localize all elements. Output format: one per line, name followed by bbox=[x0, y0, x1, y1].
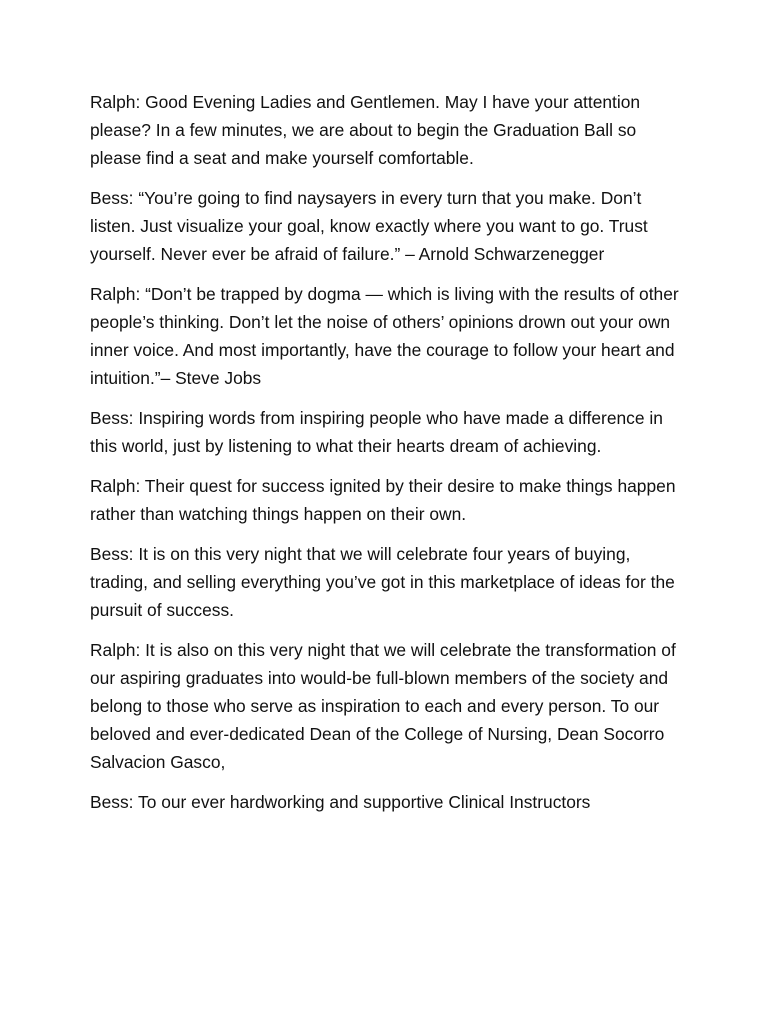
paragraph-bess-clinical-instructors: Bess: To our ever hardworking and supportive Clinical Instructors bbox=[90, 792, 591, 812]
paragraph-ralph-jobs-quote: Ralph: “Don’t be trapped by dogma — which is living with the results of other people’s thinking. Don’t let the noise of others’ opinions drown out your own inner voice. And most importantly, have the courage to follow your heart and intuition.”– Steve Jobs bbox=[90, 284, 679, 388]
paragraph-bess-schwarzenegger-quote: Bess: “You’re going to find naysayers in every turn that you make. Don’t listen. Just visualize your goal, know exactly where you want to go. Trust yourself. Never ever be afraid of failure.” – Arnold Schwarzenegger bbox=[90, 188, 648, 264]
paragraph-ralph-welcome: Ralph: Good Evening Ladies and Gentlemen. May I have your attention please? In a few minutes, we are about to begin the Graduation Ball so please find a seat and make yourself comfortable. bbox=[90, 92, 641, 168]
paragraph-ralph-transformation: Ralph: It is also on this very night that we will celebrate the transformation of our aspiring graduates into would-be full-blown members of the society and belong to those who serve as inspiration to each and every person. To our beloved and ever-dedicated Dean of the College of Nursing, Dean Socorro Salvacion Gasco, bbox=[90, 640, 676, 772]
paragraph-bess-inspiring-words: Bess: Inspiring words from inspiring people who have made a difference in this world, just by listening to what their hearts dream of achieving. bbox=[90, 408, 663, 456]
paragraph-ralph-quest-for-success: Ralph: Their quest for success ignited by their desire to make things happen rather than watching things happen on their own. bbox=[90, 476, 676, 524]
paragraph-bess-celebrate-four-years: Bess: It is on this very night that we will celebrate four years of buying, trading, and selling everything you’ve got in this marketplace of ideas for the pursuit of success. bbox=[90, 544, 675, 620]
